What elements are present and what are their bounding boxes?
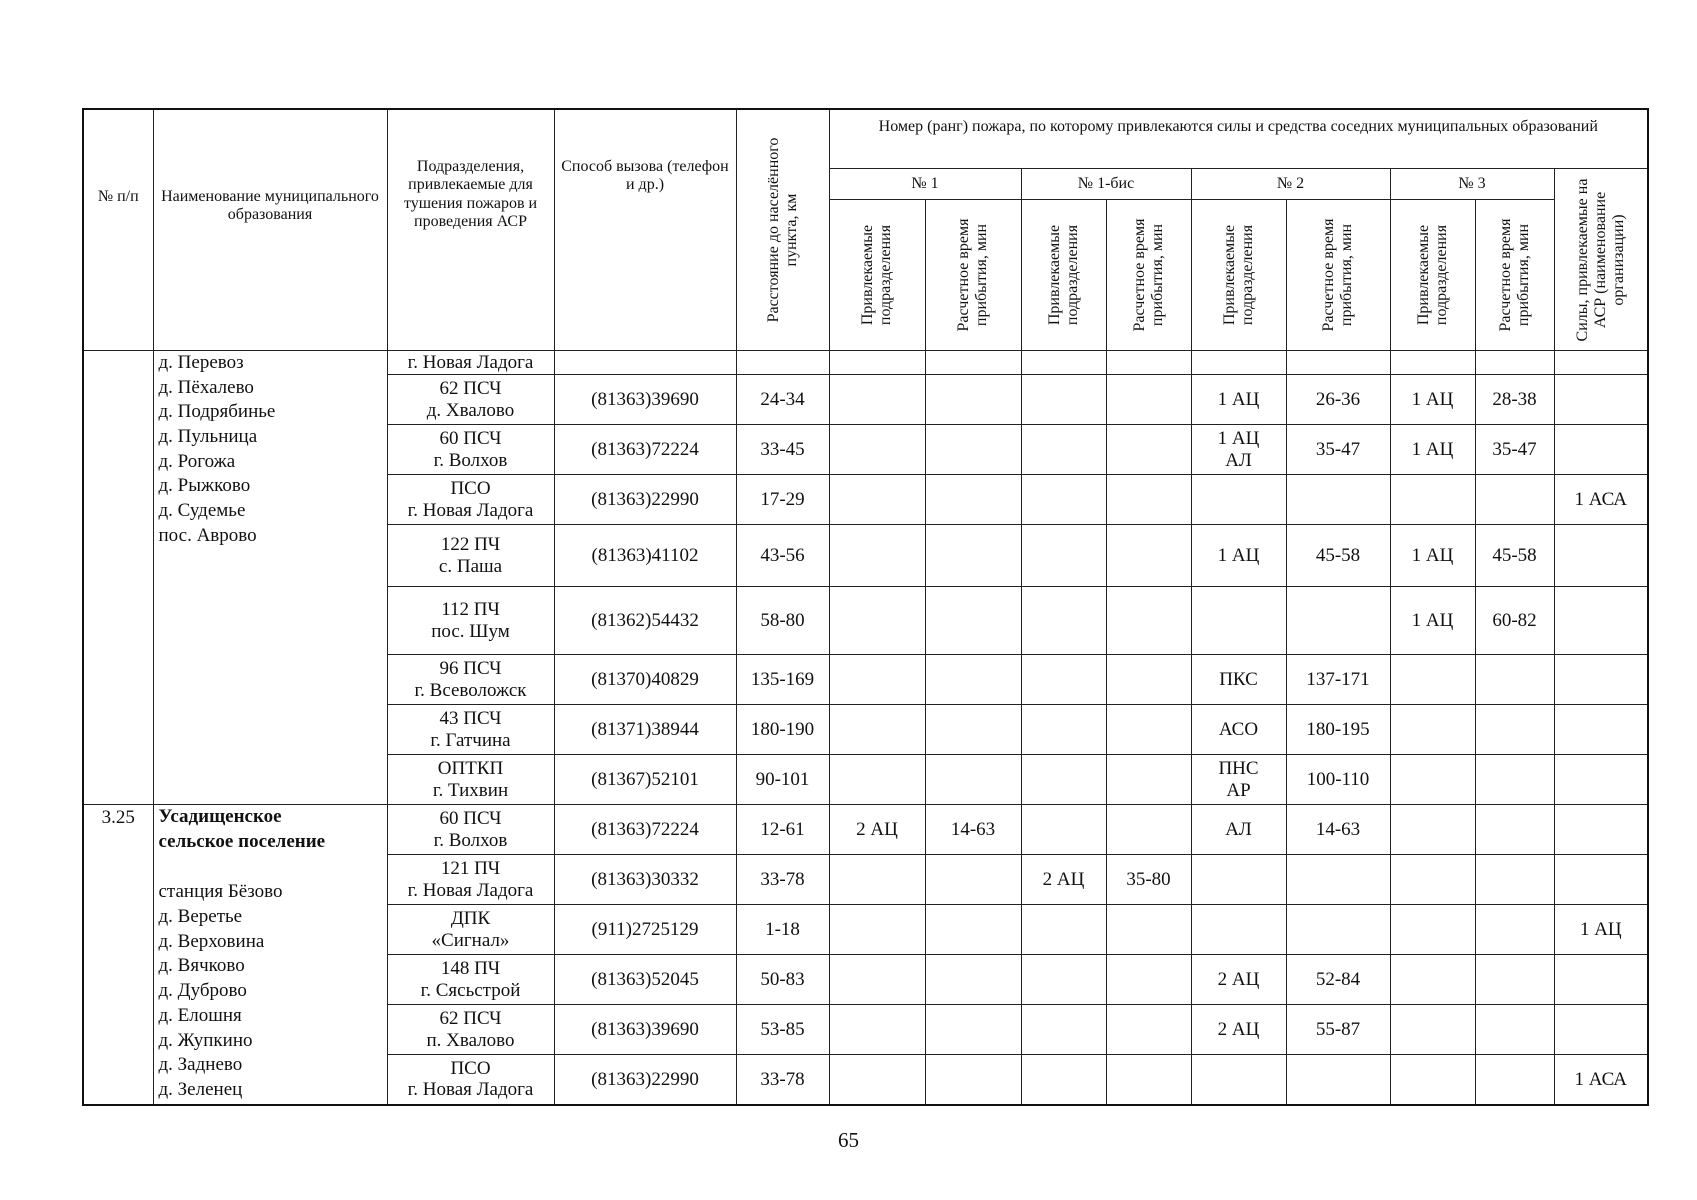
rank1bis-time-cell [1106, 705, 1191, 755]
rank1bis-time-cell [1106, 1005, 1191, 1055]
rank2-units-cell [1191, 351, 1286, 375]
fire-forces-table [82, 108, 1649, 1106]
unit-cell-line: г. Гатчина [430, 729, 511, 751]
rank2-units-cell [1191, 955, 1286, 1005]
header-distance-text: Расстояние до населённого пункта, км [764, 137, 800, 323]
header-r3-time [1475, 200, 1554, 351]
rank3-units-cell: 1 АЦ [1390, 525, 1475, 587]
rank1-units-cell: 2 АЦ [829, 805, 925, 855]
header-r1b-time-text: Расчетное время прибытия, мин [1130, 218, 1166, 332]
rank2-units-cell [1191, 905, 1286, 955]
rank3-time-cell: 45-58 [1475, 525, 1554, 587]
rank1bis-units-cell [1021, 351, 1106, 375]
rank3-units-cell [1390, 755, 1475, 805]
rank2-time-cell: 45-58 [1286, 525, 1390, 587]
settlement-name: д. Дуброво [158, 980, 247, 1002]
rank3-units-cell [1390, 855, 1475, 905]
page-number: 65 [838, 1128, 859, 1152]
rank2-units-cell-line: 2 АЦ [1217, 968, 1260, 990]
rank3-time-cell: 28-38 [1475, 375, 1554, 425]
rank1-units-cell [829, 351, 925, 375]
rank1-time-cell [925, 1005, 1021, 1055]
unit-cell-line: 60 ПСЧ [439, 808, 502, 830]
rank2-units-cell-line: АСО [1218, 718, 1259, 740]
rank1bis-units-cell [1021, 475, 1106, 525]
unit-cell [387, 587, 554, 655]
rank1bis-time-cell: 35-80 [1106, 855, 1191, 905]
rank3-time-cell: 35-47 [1475, 425, 1554, 475]
rank1-units-cell [829, 955, 925, 1005]
asr-forces-cell: 1 АЦ [1554, 905, 1648, 955]
asr-forces-cell [1554, 755, 1648, 805]
header-asr-forces-text: Силы, привлекаемые на АСР (наименование организации) [1573, 178, 1627, 341]
header-r1-units-text: Привлекаемые подразделения [859, 224, 894, 326]
rank3-units-cell [1390, 351, 1475, 375]
settlement-name: д. Рыжково [158, 475, 251, 497]
asr-forces-cell [1554, 351, 1648, 375]
header-rank-1bis: № 1-бис [1021, 169, 1191, 200]
unit-cell-line: пос. Шум [431, 620, 510, 642]
rank1-time-cell [925, 855, 1021, 905]
rank1-units-cell [829, 655, 925, 705]
rank1bis-time-cell [1106, 1055, 1191, 1105]
header-r2-units [1191, 200, 1286, 351]
unit-cell [387, 905, 554, 955]
distance-cell: 33-78 [736, 1055, 829, 1105]
header-rank-3: № 3 [1390, 169, 1554, 200]
rank2-time-cell: 180-195 [1286, 705, 1390, 755]
rank2-units-cell [1191, 805, 1286, 855]
rank1bis-time-cell [1106, 475, 1191, 525]
rank3-time-cell [1475, 705, 1554, 755]
distance-cell: 33-45 [736, 425, 829, 475]
asr-forces-cell [1554, 587, 1648, 655]
unit-cell-line: г. Новая Ладога [407, 499, 534, 521]
rank1bis-time-cell [1106, 587, 1191, 655]
phone-cell: (81363)41102 [554, 525, 736, 587]
rank1-units-cell [829, 1055, 925, 1105]
rank1bis-time-cell [1106, 351, 1191, 375]
rank3-units-cell: 1 АЦ [1390, 375, 1475, 425]
rank3-units-cell [1390, 955, 1475, 1005]
rank2-units-cell-line: АЛ [1225, 818, 1252, 840]
header-distance [736, 109, 829, 351]
rank3-time-cell [1475, 1005, 1554, 1055]
asr-forces-cell [1554, 525, 1648, 587]
rank1bis-time-cell [1106, 755, 1191, 805]
rank2-time-cell [1286, 1055, 1390, 1105]
unit-cell [387, 855, 554, 905]
rank3-units-cell [1390, 905, 1475, 955]
rank1bis-units-cell [1021, 905, 1106, 955]
rank3-time-cell [1475, 855, 1554, 905]
phone-cell: (81363)22990 [554, 475, 736, 525]
rank2-units-cell [1191, 655, 1286, 705]
phone-cell: (81363)72224 [554, 425, 736, 475]
unit-cell-line: г. Тихвин [432, 779, 509, 801]
rank2-units-cell [1191, 705, 1286, 755]
rank1bis-time-cell [1106, 955, 1191, 1005]
rank2-units-cell [1191, 587, 1286, 655]
rank2-units-cell [1191, 755, 1286, 805]
settlement-name: станция Бёзово [158, 881, 283, 903]
unit-cell-line: 148 ПЧ [440, 958, 501, 980]
rank3-time-cell [1475, 475, 1554, 525]
settlement-list [153, 351, 387, 805]
rank2-time-cell: 26-36 [1286, 375, 1390, 425]
unit-cell [387, 755, 554, 805]
settlement-name: д. Пёхалево [158, 376, 254, 398]
header-rank-1: № 1 [829, 169, 1021, 200]
unit-cell [387, 805, 554, 855]
rank1bis-units-cell [1021, 425, 1106, 475]
rank2-time-cell [1286, 905, 1390, 955]
header-r1-time-text: Расчетное время прибытия, мин [955, 218, 990, 332]
phone-cell: (81363)39690 [554, 1005, 736, 1055]
distance-cell: 90-101 [736, 755, 829, 805]
header-r2-time [1286, 200, 1390, 351]
rank3-units-cell: 1 АЦ [1390, 587, 1475, 655]
rank2-time-cell [1286, 855, 1390, 905]
unit-cell-line: 122 ПЧ [440, 534, 501, 556]
rank1bis-units-cell [1021, 655, 1106, 705]
asr-forces-cell [1554, 655, 1648, 705]
settlement-name: д. Рогожа [158, 450, 236, 472]
header-rank-title: Номер (ранг) пожара, по которому привлекаются силы и средства соседних муниципальных образований [829, 109, 1648, 169]
rank1-time-cell [925, 1055, 1021, 1105]
rank1bis-time-cell [1106, 525, 1191, 587]
rank3-time-cell [1475, 351, 1554, 375]
distance-cell: 17-29 [736, 475, 829, 525]
asr-forces-cell: 1 АСА [1554, 1055, 1648, 1105]
row-number: 3.25 [83, 805, 153, 1105]
table-row [83, 351, 1648, 375]
unit-cell-line: г. Волхов [433, 829, 508, 851]
unit-cell-line: г. Волхов [433, 449, 508, 471]
rank1-units-cell [829, 1005, 925, 1055]
header-r2-time-text: Расчетное время прибытия, мин [1320, 218, 1355, 332]
unit-cell [387, 525, 554, 587]
rank3-units-cell [1390, 1055, 1475, 1105]
settlement-list [153, 805, 387, 1105]
settlement-name: д. Верховина [158, 930, 265, 952]
header-r1b-units-text: Привлекаемые подразделения [1045, 224, 1081, 326]
rank3-units-cell [1390, 655, 1475, 705]
unit-cell-line: 60 ПСЧ [439, 428, 502, 450]
rank1bis-units-cell [1021, 375, 1106, 425]
rank3-time-cell [1475, 905, 1554, 955]
unit-cell-line: г. Новая Ладога [407, 879, 534, 901]
settlement-name: д. Вячково [158, 955, 245, 977]
rank1-units-cell [829, 587, 925, 655]
rank3-time-cell [1475, 1055, 1554, 1105]
phone-cell: (81362)54432 [554, 587, 736, 655]
distance-cell: 180-190 [736, 705, 829, 755]
rank1-units-cell [829, 375, 925, 425]
header-call-method: Способ вызова (телефон и др.) [554, 109, 736, 351]
rank1-time-cell [925, 755, 1021, 805]
unit-cell [387, 375, 554, 425]
phone-cell [554, 351, 736, 375]
rank2-units-cell-line: ПНС [1218, 758, 1259, 780]
rank1-units-cell [829, 755, 925, 805]
phone-cell: (81363)52045 [554, 955, 736, 1005]
rank1bis-time-cell [1106, 425, 1191, 475]
unit-cell-line: с. Паша [438, 555, 503, 577]
rank2-time-cell [1286, 351, 1390, 375]
rank1-time-cell [925, 351, 1021, 375]
phone-cell: (81370)40829 [554, 655, 736, 705]
unit-cell-line: г. Новая Ладога [407, 351, 534, 373]
header-r1b-time [1106, 200, 1191, 351]
unit-cell [387, 955, 554, 1005]
rank1bis-units-cell: 2 АЦ [1021, 855, 1106, 905]
rank1-time-cell [925, 955, 1021, 1005]
phone-cell: (81363)22990 [554, 1055, 736, 1105]
header-units: Подразделения, привлекаемые для тушения пожаров и проведения АСР [387, 109, 554, 351]
distance-cell [736, 351, 829, 375]
rank2-time-cell: 14-63 [1286, 805, 1390, 855]
rank2-units-cell [1191, 375, 1286, 425]
rank2-time-cell: 52-84 [1286, 955, 1390, 1005]
unit-cell-line: 96 ПСЧ [439, 658, 502, 680]
asr-forces-cell [1554, 1005, 1648, 1055]
rank2-time-cell: 35-47 [1286, 425, 1390, 475]
header-asr-forces [1554, 169, 1648, 351]
asr-forces-cell [1554, 955, 1648, 1005]
rank3-units-cell [1390, 1005, 1475, 1055]
rank1bis-time-cell [1106, 805, 1191, 855]
settlement-name: д. Елошня [158, 1004, 242, 1026]
settlement-name: д. Судемье [158, 500, 246, 522]
rank2-units-cell-line: 1 АЦ [1217, 544, 1260, 566]
rank3-units-cell [1390, 475, 1475, 525]
unit-cell-line: ОПТКП [437, 758, 504, 780]
unit-cell-line: 62 ПСЧ [439, 1008, 502, 1030]
rank2-time-cell: 100-110 [1286, 755, 1390, 805]
rank1bis-time-cell [1106, 655, 1191, 705]
rank2-units-cell [1191, 475, 1286, 525]
rank1-time-cell [925, 905, 1021, 955]
rank1-units-cell [829, 475, 925, 525]
rank1-units-cell [829, 855, 925, 905]
unit-cell-line: ДПК [450, 908, 491, 930]
rank3-time-cell [1475, 755, 1554, 805]
table-row [83, 805, 1648, 855]
rank1bis-units-cell [1021, 955, 1106, 1005]
rank1-time-cell [925, 587, 1021, 655]
distance-cell: 12-61 [736, 805, 829, 855]
unit-cell [387, 1005, 554, 1055]
rank1-time-cell [925, 705, 1021, 755]
rank2-units-cell [1191, 855, 1286, 905]
header-r1-units [829, 200, 925, 351]
unit-cell-line: ПСО [450, 478, 491, 500]
rank1-time-cell [925, 425, 1021, 475]
header-r3-time-text: Расчетное время прибытия, мин [1496, 218, 1532, 332]
rank1bis-units-cell [1021, 805, 1106, 855]
rank1bis-units-cell [1021, 1055, 1106, 1105]
rank2-units-cell [1191, 1005, 1286, 1055]
rank1-units-cell [829, 705, 925, 755]
rank1-units-cell [829, 425, 925, 475]
municipality-title: Усадищенское [158, 806, 282, 827]
rank3-units-cell: 1 АЦ [1390, 425, 1475, 475]
unit-cell-line: «Сигнал» [431, 929, 510, 951]
distance-cell: 33-78 [736, 855, 829, 905]
rank2-units-cell [1191, 1055, 1286, 1105]
phone-cell: (81363)39690 [554, 375, 736, 425]
rank2-units-cell-line: АР [1226, 779, 1251, 801]
unit-cell-line: 112 ПЧ [441, 599, 500, 621]
header-municipality: Наименование муниципального образования [153, 109, 387, 351]
phone-cell: (81367)52101 [554, 755, 736, 805]
row-number [83, 351, 153, 805]
phone-cell: (81363)30332 [554, 855, 736, 905]
header-r1-time [925, 200, 1021, 351]
rank2-units-cell [1191, 425, 1286, 475]
asr-forces-cell [1554, 705, 1648, 755]
municipality-title: сельское поселение [158, 830, 326, 852]
settlement-name: д. Подрябинье [158, 401, 276, 423]
distance-cell: 58-80 [736, 587, 829, 655]
rank1bis-units-cell [1021, 755, 1106, 805]
rank1-units-cell [829, 905, 925, 955]
distance-cell: 50-83 [736, 955, 829, 1005]
distance-cell: 135-169 [736, 655, 829, 705]
rank2-units-cell-line: 1 АЦ [1217, 428, 1260, 450]
rank3-time-cell: 60-82 [1475, 587, 1554, 655]
header-r1b-units [1021, 200, 1106, 351]
unit-cell [387, 351, 554, 375]
rank1-time-cell [925, 525, 1021, 587]
asr-forces-cell [1554, 855, 1648, 905]
settlement-name: д. Зеленец [158, 1078, 243, 1100]
phone-cell: (81363)72224 [554, 805, 736, 855]
asr-forces-cell [1554, 805, 1648, 855]
unit-cell-line: ПСО [450, 1057, 491, 1079]
table-header [83, 109, 1648, 351]
unit-cell-line: 121 ПЧ [440, 858, 501, 880]
rank2-time-cell: 55-87 [1286, 1005, 1390, 1055]
header-rank-2: № 2 [1191, 169, 1390, 200]
rank1bis-units-cell [1021, 525, 1106, 587]
rank1bis-units-cell [1021, 705, 1106, 755]
unit-cell [387, 655, 554, 705]
header-r2-units-text: Привлекаемые подразделения [1220, 224, 1256, 326]
settlement-name: пос. Аврово [158, 524, 257, 546]
unit-cell [387, 705, 554, 755]
rank2-time-cell [1286, 475, 1390, 525]
rank1bis-time-cell [1106, 375, 1191, 425]
rank2-units-cell-line: ПКС [1219, 668, 1258, 690]
unit-cell-line: д. Хвалово [426, 399, 515, 421]
unit-cell-line: п. Хвалово [426, 1029, 515, 1051]
settlement-name: д. Жупкино [158, 1029, 253, 1051]
rank2-time-cell: 137-171 [1286, 655, 1390, 705]
distance-cell: 24-34 [736, 375, 829, 425]
rank3-time-cell [1475, 805, 1554, 855]
rank2-units-cell-line: 2 АЦ [1217, 1018, 1260, 1040]
unit-cell-line: 62 ПСЧ [439, 378, 502, 400]
rank1-time-cell: 14-63 [925, 805, 1021, 855]
phone-cell: (81371)38944 [554, 705, 736, 755]
rank1bis-units-cell [1021, 587, 1106, 655]
rank2-units-cell-line: АЛ [1225, 449, 1252, 471]
distance-cell: 43-56 [736, 525, 829, 587]
table-body [83, 351, 1648, 1105]
unit-cell-line: г. Сясьстрой [420, 979, 521, 1001]
unit-cell [387, 425, 554, 475]
rank3-time-cell [1475, 655, 1554, 705]
rank1-time-cell [925, 375, 1021, 425]
rank2-units-cell-line: 1 АЦ [1217, 388, 1260, 410]
settlement-name: д. Веретье [158, 906, 243, 928]
spacer [159, 854, 385, 880]
phone-cell: (911)2725129 [554, 905, 736, 955]
unit-cell-line: 43 ПСЧ [439, 708, 502, 730]
distance-cell: 53-85 [736, 1005, 829, 1055]
rank1bis-units-cell [1021, 1005, 1106, 1055]
rank3-units-cell [1390, 805, 1475, 855]
unit-cell [387, 1055, 554, 1105]
rank1-units-cell [829, 525, 925, 587]
unit-cell-line: г. Всеволожск [414, 679, 527, 701]
header-r3-units [1390, 200, 1475, 351]
unit-cell-line: г. Новая Ладога [407, 1079, 534, 1101]
settlement-name: д. Пульница [158, 426, 258, 448]
rank2-units-cell [1191, 525, 1286, 587]
rank1-time-cell [925, 655, 1021, 705]
rank2-time-cell [1286, 587, 1390, 655]
settlement-name: д. Заднево [158, 1054, 243, 1076]
distance-cell: 1-18 [736, 905, 829, 955]
rank3-time-cell [1475, 955, 1554, 1005]
asr-forces-cell [1554, 375, 1648, 425]
rank1-time-cell [925, 475, 1021, 525]
rank3-units-cell [1390, 705, 1475, 755]
unit-cell [387, 475, 554, 525]
header-r3-units-text: Привлекаемые подразделения [1414, 224, 1450, 326]
rank1bis-time-cell [1106, 905, 1191, 955]
settlement-name: д. Перевоз [158, 352, 244, 373]
asr-forces-cell [1554, 425, 1648, 475]
asr-forces-cell: 1 АСА [1554, 475, 1648, 525]
header-num: № п/п [83, 109, 153, 351]
